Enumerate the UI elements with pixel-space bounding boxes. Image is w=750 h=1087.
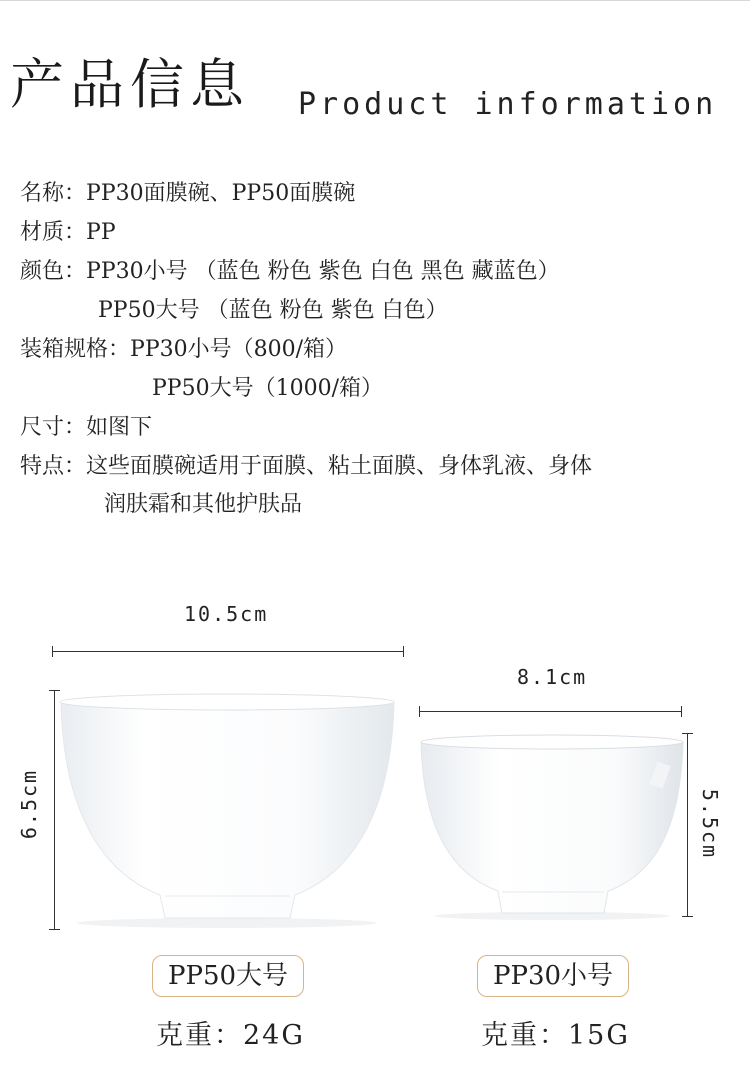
info-value: PP30小号 （蓝色 粉色 紫色 白色 黑色 藏蓝色） [86,259,560,284]
section-title-cn: 产品信息 [10,53,250,116]
small-width-line [419,711,682,712]
small-height-label: 5.5cm [698,788,723,860]
small-width-label: 8.1cm [517,665,588,689]
info-row-color [20,261,560,283]
info-value: 润肤霜和其他护肤品 [104,492,303,517]
info-row-packing-cont [152,378,383,400]
info-row-packing [20,339,347,361]
info-label: 特点： [20,454,87,479]
large-model-badge: PP50大号 [152,955,304,997]
info-row-features [20,456,592,478]
info-row-color-cont [98,300,448,322]
small-bowl-image [418,733,686,923]
info-value: PP30小号（800/箱） [130,337,348,362]
info-row-features-cont [104,494,302,516]
large-width-line [52,651,404,652]
small-height-line [687,733,688,917]
info-value: PP [86,220,116,245]
top-divider [0,0,750,1]
large-height-label: 6.5cm [17,768,42,840]
large-bowl-image [55,690,400,930]
info-row-size [20,417,152,439]
info-value: 这些面膜碗适用于面膜、粘土面膜、身体乳液、身体 [86,454,593,479]
large-weight: 克重：24G [156,1020,305,1051]
small-model-badge: PP30小号 [477,955,629,997]
section-title-en: Product information [298,87,718,122]
info-row-name [20,183,355,205]
info-label: 名称： [20,181,87,206]
large-width-label: 10.5cm [184,602,269,626]
info-label: 颜色： [20,259,87,284]
info-value: PP30面膜碗、PP50面膜碗 [86,181,356,206]
info-value: PP50大号（1000/箱） [152,376,384,401]
info-value: 如图下 [86,415,153,440]
info-row-material [20,222,116,244]
info-label: 尺寸： [20,415,87,440]
info-label: 材质： [20,220,87,245]
info-label: 装箱规格： [20,337,131,362]
info-value: PP50大号 （蓝色 粉色 紫色 白色） [98,298,448,323]
small-weight: 克重：15G [481,1020,630,1051]
